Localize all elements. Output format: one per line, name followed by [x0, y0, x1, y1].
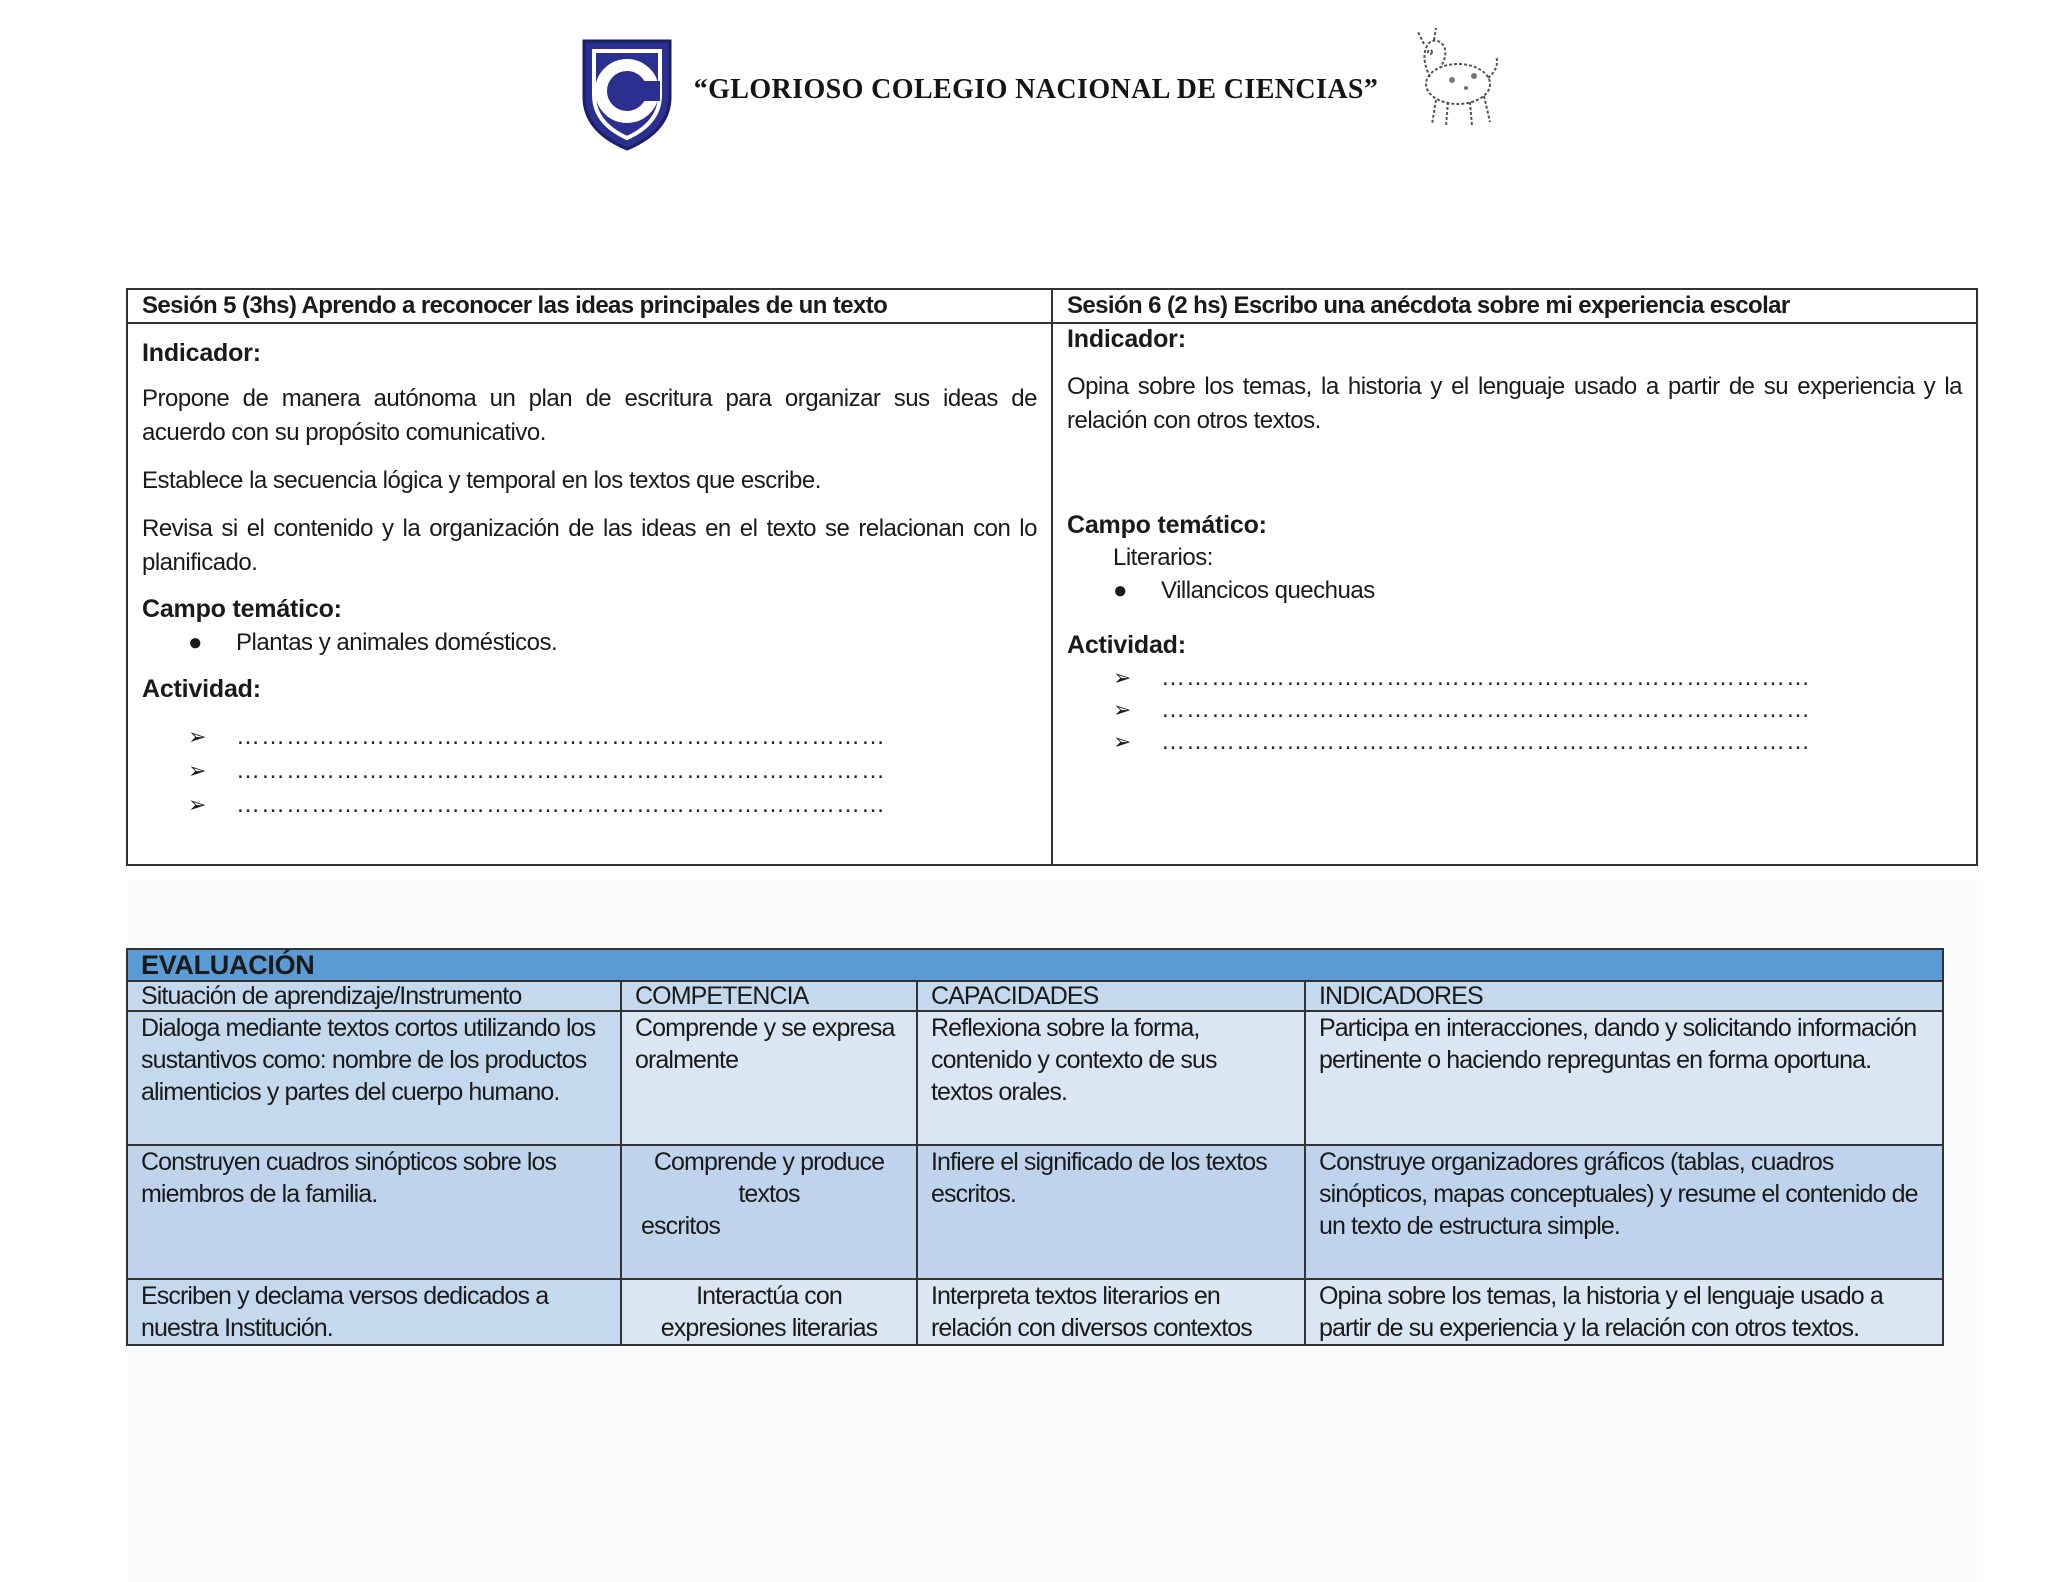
- column-header: INDICADORES: [1305, 981, 1943, 1011]
- session-6-column: [1053, 290, 1976, 864]
- evaluation-title-row: [127, 949, 1943, 981]
- sessions-table: [126, 288, 1978, 866]
- indicador-text-3: Revisa si el contenido y la organización de las ideas en el texto se relacionan con lo planificado.: [142, 515, 1037, 576]
- actividad-item: ➢ ……………………………………………………………………: [142, 720, 1037, 754]
- actividad-item: ➢ ……………………………………………………………………: [1067, 662, 1962, 694]
- campo-item: ● Plantas y animales domésticos.: [142, 626, 1037, 660]
- actividad-item: ➢ ……………………………………………………………………: [1067, 726, 1962, 758]
- actividad-label: Actividad:: [142, 675, 261, 703]
- svg-text:C: C: [617, 77, 637, 107]
- table-cell: Reflexiona sobre la forma, contenido y contexto de sus textos orales.: [917, 1011, 1305, 1145]
- evaluation-title: EVALUACIÓN: [127, 949, 1943, 981]
- table-row: [127, 1145, 1943, 1279]
- actividad-item: ➢ ……………………………………………………………………: [142, 788, 1037, 822]
- column-header: COMPETENCIA: [621, 981, 917, 1011]
- bullet-dot-icon: ●: [188, 629, 202, 656]
- table-cell: Comprende y se expresa oralmente: [621, 1011, 917, 1145]
- table-cell: Escriben y declama versos dedicados a nuestra Institución.: [127, 1279, 621, 1345]
- school-name-title: “GLORIOSO COLEGIO NACIONAL DE CIENCIAS”: [693, 74, 1379, 105]
- table-cell: Interactúa con expresiones literarias: [621, 1279, 917, 1345]
- actividad-item: ➢ ……………………………………………………………………: [142, 754, 1037, 788]
- column-header: Situación de aprendizaje/Instrumento: [127, 981, 621, 1011]
- arrow-bullet-icon: ➢: [1113, 729, 1131, 754]
- arrow-bullet-icon: ➢: [188, 724, 206, 749]
- session-5-heading: Sesión 5 (3hs) Aprendo a reconocer las ideas principales de un texto: [128, 290, 1051, 324]
- indicador-text: Opina sobre los temas, la historia y el lenguaje usado a partir de su experiencia y la relación con otros textos.: [1067, 373, 1962, 434]
- indicador-label: Indicador:: [1067, 325, 1186, 353]
- indicador-text-1: Propone de manera autónoma un plan de escritura para organizar sus ideas de acuerdo con su propósito comunicativo.: [142, 385, 1037, 446]
- session-6-heading: Sesión 6 (2 hs) Escribo una anécdota sobre mi experiencia escolar: [1053, 290, 1976, 324]
- bullet-dot-icon: ●: [1113, 577, 1127, 604]
- table-row: [127, 1011, 1943, 1145]
- table-row: [127, 1279, 1943, 1345]
- competencia-text-tail: escritos: [641, 1212, 720, 1240]
- table-cell: Opina sobre los temas, la historia y el lenguaje usado a partir de su experiencia y la relación con otros textos.: [1305, 1279, 1943, 1345]
- table-cell: Participa en interacciones, dando y solicitando información pertinente o haciendo repreguntas en forma oportuna.: [1305, 1011, 1943, 1145]
- table-cell: Construyen cuadros sinópticos sobre los miembros de la familia.: [127, 1145, 621, 1279]
- arrow-bullet-icon: ➢: [1113, 697, 1131, 722]
- mascot-sketch-icon: [1400, 22, 1510, 132]
- table-cell: [621, 1145, 917, 1279]
- table-cell: Infiere el significado de los textos escritos.: [917, 1145, 1305, 1279]
- actividad-item: ➢ ……………………………………………………………………: [1067, 694, 1962, 726]
- actividad-label: Actividad:: [1067, 631, 1186, 659]
- school-shield-logo: [578, 35, 676, 153]
- arrow-bullet-icon: ➢: [188, 758, 206, 783]
- table-cell: Interpreta textos literarios en relación con diversos contextos: [917, 1279, 1305, 1345]
- campo-sub-label: Literarios:: [1113, 544, 1213, 571]
- indicador-text-2: Establece la secuencia lógica y temporal en los textos que escribe.: [142, 467, 821, 494]
- competencia-text: Comprende y produce textos: [653, 1148, 885, 1208]
- campo-tematico-label: Campo temático:: [1067, 511, 1267, 539]
- arrow-bullet-icon: ➢: [188, 792, 206, 817]
- indicador-label: Indicador:: [142, 339, 261, 367]
- arrow-bullet-icon: ➢: [1113, 665, 1131, 690]
- session-5-column: [128, 290, 1053, 864]
- table-cell: Construye organizadores gráficos (tablas, cuadros sinópticos, mapas conceptuales) y resume el contenido de un texto de estructura simple.: [1305, 1145, 1943, 1279]
- evaluation-header-row: [127, 981, 1943, 1011]
- table-cell: Dialoga mediante textos cortos utilizando los sustantivos como: nombre de los productos alimenticios y partes del cuerpo humano.: [127, 1011, 621, 1145]
- document-header: [0, 20, 2048, 140]
- campo-item: ● Villancicos quechuas: [1067, 574, 1962, 608]
- evaluation-table: [126, 948, 1944, 1346]
- column-header: CAPACIDADES: [917, 981, 1305, 1011]
- campo-tematico-label: Campo temático:: [142, 595, 342, 623]
